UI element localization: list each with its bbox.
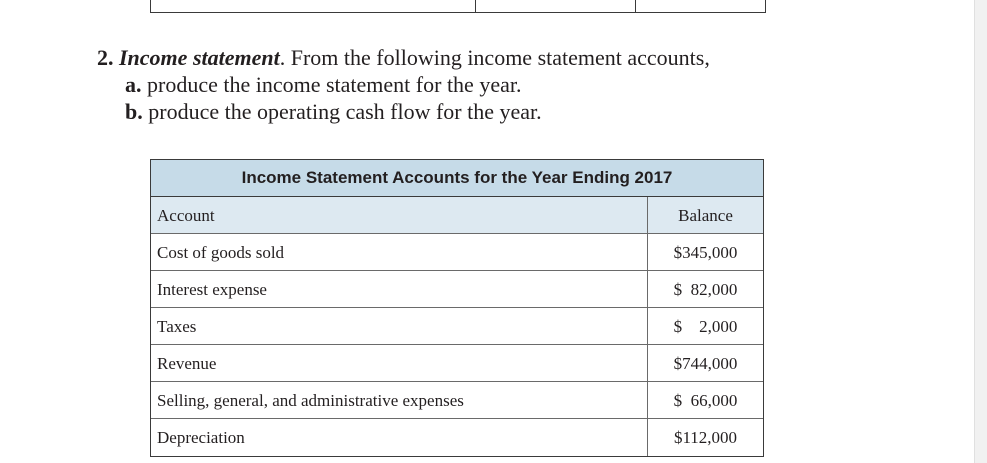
balance-cell: $345,000 — [673, 243, 738, 262]
problem-heading — [97, 44, 710, 71]
vertical-scrollbar[interactable] — [974, 0, 987, 463]
table-row — [151, 345, 763, 382]
table-row — [151, 308, 763, 345]
header-account: Account — [151, 197, 648, 233]
account-cell: Interest expense — [151, 271, 648, 307]
part-letter: b. — [125, 99, 143, 124]
account-cell: Selling, general, and administrative expenses — [151, 382, 648, 418]
part-text: produce the operating cash flow for the year. — [148, 99, 542, 124]
account-cell: Depreciation — [151, 419, 648, 456]
balance-cell: $744,000 — [673, 354, 738, 373]
table-divider — [475, 0, 476, 12]
part-letter: a. — [125, 72, 142, 97]
income-statement-table — [150, 159, 764, 457]
table-row — [151, 419, 763, 456]
balance-cell: $112,000 — [673, 428, 738, 447]
header-balance: Balance — [678, 206, 733, 225]
balance-cell: $ 66,000 — [673, 391, 738, 410]
problem-part-a — [97, 71, 710, 98]
account-cell: Cost of goods sold — [151, 234, 648, 270]
problem-part-b — [97, 98, 710, 125]
table-row — [151, 234, 763, 271]
problem-2 — [97, 44, 710, 125]
problem-title: Income statement — [119, 45, 280, 70]
previous-table-remnant — [150, 0, 766, 13]
table-row — [151, 382, 763, 419]
balance-cell: $ 2,000 — [673, 317, 738, 336]
table-header-row — [151, 197, 763, 234]
table-row — [151, 271, 763, 308]
part-text: produce the income statement for the year. — [147, 72, 522, 97]
table-divider — [635, 0, 636, 12]
problem-intro: . From the following income statement accounts, — [279, 45, 710, 70]
account-cell: Taxes — [151, 308, 648, 344]
balance-cell: $ 82,000 — [673, 280, 738, 299]
account-cell: Revenue — [151, 345, 648, 381]
problem-number: 2. — [97, 45, 114, 70]
table-caption: Income Statement Accounts for the Year Ending 2017 — [151, 160, 763, 197]
